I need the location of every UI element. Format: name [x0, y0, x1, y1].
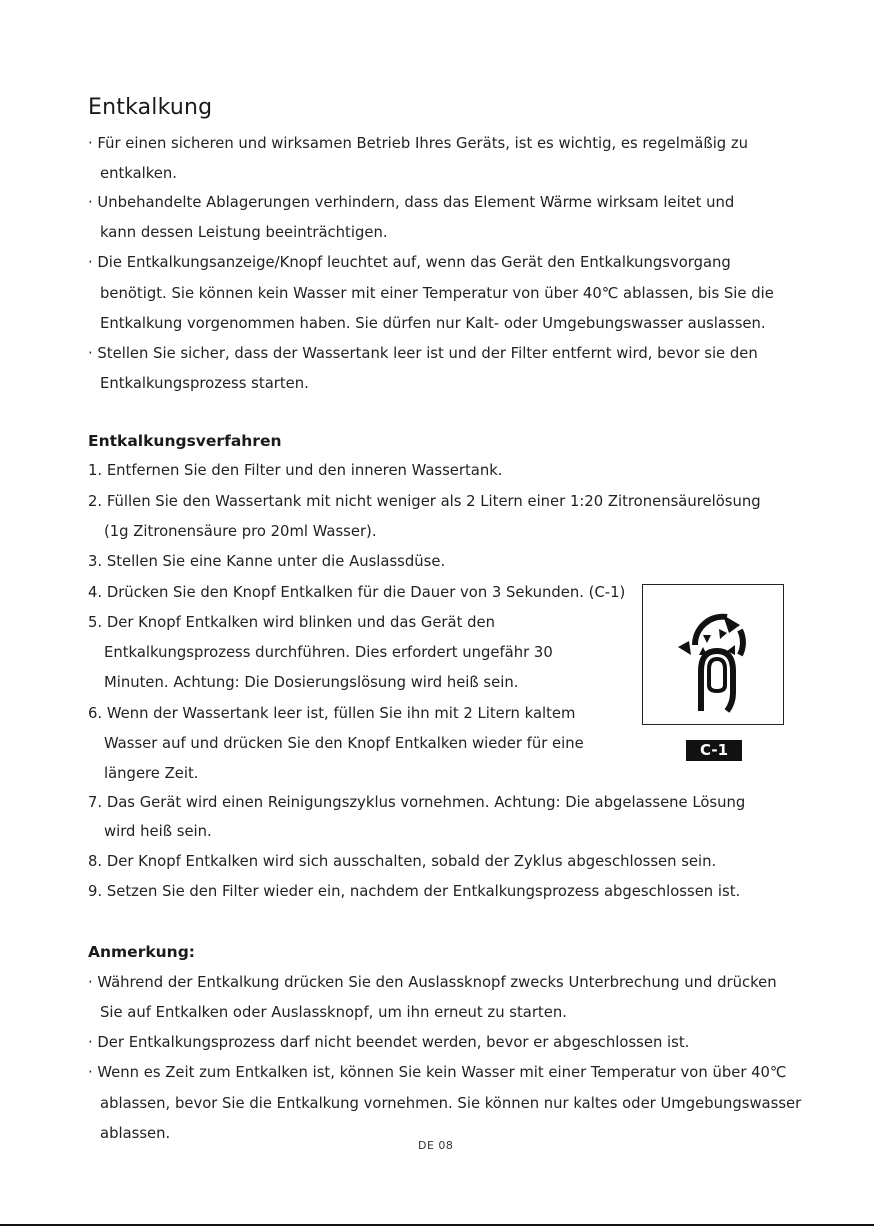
procedure-line: 4. Drücken Sie den Knopf Entkalken für die Dauer von 3 Sekunden. (C-1) — [88, 584, 626, 601]
intro-line: Entkalkung vorgenommen haben. Sie dürfen nur Kalt- oder Umgebungswasser auslassen. — [100, 315, 766, 332]
intro-line: benötigt. Sie können kein Wasser mit einer Temperatur von über 40℃ ablassen, bis Sie die — [100, 285, 774, 302]
intro-line: Entkalkungsprozess starten. — [100, 375, 309, 392]
figure-c1 — [642, 584, 784, 725]
intro-line: · Für einen sicheren und wirksamen Betrieb Ihres Geräts, ist es wichtig, es regelmäßig zu — [88, 135, 749, 152]
procedure-line: 7. Das Gerät wird einen Reinigungszyklus vornehmen. Achtung: Die abgelassene Lösung — [88, 794, 746, 811]
note-line: Sie auf Entkalken oder Auslassknopf, um ihn erneut zu starten. — [100, 1004, 567, 1021]
procedure-line: 3. Stellen Sie eine Kanne unter die Auslassdüse. — [88, 553, 446, 570]
finger-press-descale-icon — [643, 585, 783, 724]
note-line: · Der Entkalkungsprozess darf nicht beendet werden, bevor er abgeschlossen ist. — [88, 1034, 690, 1051]
procedure-line: 8. Der Knopf Entkalken wird sich ausschalten, sobald der Zyklus abgeschlossen sein. — [88, 853, 717, 870]
procedure-line: 1. Entfernen Sie den Filter und den inneren Wassertank. — [88, 462, 503, 479]
note-line: · Während der Entkalkung drücken Sie den Auslassknopf zwecks Unterbrechung und drücken — [88, 974, 777, 991]
note-line: ablassen. — [100, 1125, 171, 1142]
procedure-line: 2. Füllen Sie den Wassertank mit nicht weniger als 2 Litern einer 1:20 Zitronensäurelösung — [88, 493, 761, 510]
intro-line: · Unbehandelte Ablagerungen verhindern, dass das Element Wärme wirksam leitet und — [88, 194, 735, 211]
intro-line: · Die Entkalkungsanzeige/Knopf leuchtet auf, wenn das Gerät den Entkalkungsvorgang — [88, 254, 731, 271]
procedure-line: Entkalkungsprozess durchführen. Dies erfordert ungefähr 30 — [104, 644, 553, 661]
procedure-line: 6. Wenn der Wassertank leer ist, füllen Sie ihn mit 2 Litern kaltem — [88, 705, 576, 722]
intro-line: kann dessen Leistung beeinträchtigen. — [100, 224, 388, 241]
procedure-line: wird heiß sein. — [104, 823, 212, 840]
procedure-line: 5. Der Knopf Entkalken wird blinken und das Gerät den — [88, 614, 495, 631]
procedure-line: längere Zeit. — [104, 765, 199, 782]
note-line: · Wenn es Zeit zum Entkalken ist, können Sie kein Wasser mit einer Temperatur von über 40℃ — [88, 1064, 787, 1081]
intro-line: entkalken. — [100, 165, 177, 182]
intro-line: · Stellen Sie sicher, dass der Wassertank leer ist und der Filter entfernt wird, bevor sie den — [88, 345, 758, 362]
page-title: Entkalkung — [88, 95, 213, 120]
figure-label: C-1 — [686, 740, 742, 761]
procedure-heading: Entkalkungsverfahren — [88, 432, 282, 450]
note-line: ablassen, bevor Sie die Entkalkung vornehmen. Sie können nur kaltes oder Umgebungswasser — [100, 1095, 802, 1112]
procedure-line: (1g Zitronensäure pro 20ml Wasser). — [104, 523, 377, 540]
note-heading: Anmerkung: — [88, 943, 196, 961]
page-number: DE 08 — [418, 1139, 454, 1152]
procedure-line: Minuten. Achtung: Die Dosierungslösung wird heiß sein. — [104, 674, 519, 691]
procedure-line: Wasser auf und drücken Sie den Knopf Entkalken wieder für eine — [104, 735, 584, 752]
procedure-line: 9. Setzen Sie den Filter wieder ein, nachdem der Entkalkungsprozess abgeschlossen ist. — [88, 883, 741, 900]
